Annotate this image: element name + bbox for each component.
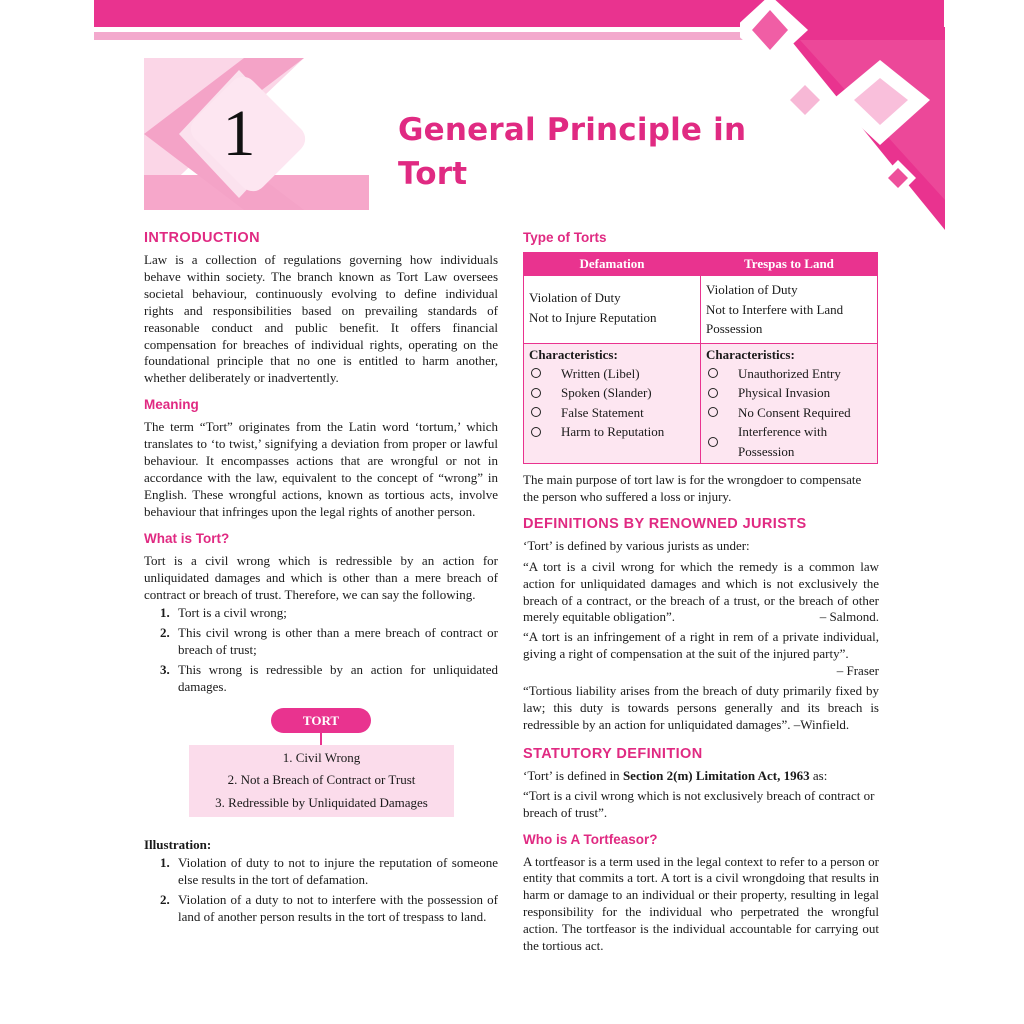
list-item: Spoken (Slander) <box>529 383 695 403</box>
circle-bullet-icon <box>708 407 718 417</box>
tort-purpose-note: The main purpose of tort law is for the wrongdoer to compensate the person who suffered a loss or injury. <box>523 472 862 504</box>
meaning-text: The term “Tort” originates from the Latin word ‘tortum,’ which translates to ‘to twist,’ signifying a deviation from proper or lawful behaviour. It encompasses actions that are wrongful or not in accordance with the law, equivalent to the concept of “wrong” in English. These wrongful actions, known as tortious acts, involve behaviour that infringes upon the legal rights of another person. <box>144 419 498 519</box>
diagram-item: 2. Not a Breach of Contract or Trust <box>227 772 416 788</box>
list-item: 2. Violation of a duty to not to interfere with the possession of land of another person results in the tort of trespass to land. <box>160 891 498 924</box>
quote-winfield: “Tortious liability arises from the breach of duty primarily fixed by law; this duty is towards persons generally and its breach is redressible by an action for unliquidated damages”. –Winfield. <box>523 683 879 732</box>
list-item: Physical Invasion <box>706 383 872 403</box>
left-column <box>144 228 498 929</box>
list-item: Written (Libel) <box>529 364 695 384</box>
table-cell: Violation of Duty Not to Injure Reputation <box>524 276 701 344</box>
list-item: 1. Violation of duty to not to injure the reputation of someone else results in the tort of defamation. <box>160 854 498 887</box>
circle-bullet-icon <box>531 427 541 437</box>
list-item: False Statement <box>529 403 695 423</box>
tort-diagram <box>144 708 498 826</box>
table-row <box>524 276 878 344</box>
what-is-tort-heading: What is Tort? <box>144 530 230 546</box>
table-cell: Violation of Duty Not to Interfere with Land Possession <box>701 276 878 344</box>
types-of-torts-table <box>523 252 878 464</box>
introduction-text: Law is a collection of regulations governing how individuals behave within society. The branch known as Tort Law oversees societal behaviour, continuously evolving to define individual rights and responsibilities based on prevailing standards of reasonable conduct and public benefit. It offers financial compensation for breaches of individual rights, operating on the foundational principle that no one is entitled to harm another, whether deliberately or inadvertently. <box>144 252 498 386</box>
list-item: Harm to Reputation <box>529 422 695 442</box>
list-item: 1. Tort is a civil wrong; <box>160 605 287 621</box>
list-item: Unauthorized Entry <box>706 364 872 384</box>
right-column <box>523 228 879 955</box>
circle-bullet-icon <box>531 388 541 398</box>
circle-bullet-icon <box>531 368 541 378</box>
meaning-heading: Meaning <box>144 397 199 413</box>
list-item: 2. This civil wrong is other than a mere breach of contract or breach of trust; <box>160 625 498 658</box>
chapter-number: 1 <box>222 97 256 170</box>
statutory-heading: STATUTORY DEFINITION <box>523 745 703 762</box>
tort-elements-box <box>189 745 454 817</box>
list-item: No Consent Required <box>706 403 872 423</box>
quote-fraser: “A tort is an infringement of a right in rem of a private individual, giving a right of compensation at the suit of the injured party”. <box>523 629 879 662</box>
tortfeasor-heading: Who is A Tortfeasor? <box>523 831 658 847</box>
list-item: 3. This wrong is redressible by an action for unliquidated damages. <box>160 662 498 695</box>
table-row <box>524 343 878 464</box>
tort-points-list <box>144 605 498 696</box>
table-header: Defamation <box>524 253 701 276</box>
types-of-torts-heading: Type of Torts <box>523 230 607 245</box>
chapter-title: General Principle in Tort <box>398 112 747 192</box>
diagram-item: 3. Redressible by Unliquidated Damages <box>215 794 428 810</box>
header-stripe <box>94 32 754 40</box>
statutory-reference: ‘Tort’ is defined in Section 2(m) Limitation Act, 1963 as: <box>523 767 828 783</box>
tort-label: TORT <box>271 708 371 733</box>
introduction-heading: INTRODUCTION <box>144 230 260 246</box>
table-header: Trespas to Land <box>701 253 878 276</box>
illustration-list <box>144 855 498 926</box>
diagram-item: 1. Civil Wrong <box>282 749 361 765</box>
what-is-tort-text: Tort is a civil wrong which is redressible by an action for unliquidated damages and which is other than a mere breach of contract or breach of trust. Therefore, we can say the following. <box>144 552 498 602</box>
circle-bullet-icon <box>708 437 718 447</box>
quote-attribution: – Fraser <box>836 663 879 679</box>
circle-bullet-icon <box>708 368 718 378</box>
circle-bullet-icon <box>708 388 718 398</box>
definitions-intro: ‘Tort’ is defined by various jurists as under: <box>523 537 750 553</box>
illustration-heading: Illustration: <box>144 836 212 852</box>
definitions-heading: DEFINITIONS BY RENOWNED JURISTS <box>523 515 807 532</box>
table-cell: Characteristics: Unauthorized Entry Physical Invasion No Consent Required Interference with Possession <box>701 343 878 464</box>
circle-bullet-icon <box>531 407 541 417</box>
statutory-quote: “Tort is a civil wrong which is not exclusively breach of contract or breach of trust”. <box>523 787 875 820</box>
list-item: Interference with Possession <box>706 422 872 461</box>
quote-salmond: “A tort is a civil wrong for which the remedy is a common law action for unliquidated damages and which is not exclusively the breach of a contract, or the breach of a trust, or the breach of other merely equitable obligation”. – Salmond. <box>523 558 879 625</box>
table-cell: Characteristics: Written (Libel) Spoken (Slander) False Statement Harm to Reputation <box>524 343 701 464</box>
diagram-connector <box>320 733 322 745</box>
tortfeasor-text: A tortfeasor is a term used in the legal context to refer to a person or entity that commits a tort. A tort is a civil wrongdoing that results in harm or damage to an individual or their property, resulting in legal responsibility for the individual who perpetrated the wrongful action. The tortfeasor is the individual accountable for carrying out the tortious act. <box>523 853 879 954</box>
